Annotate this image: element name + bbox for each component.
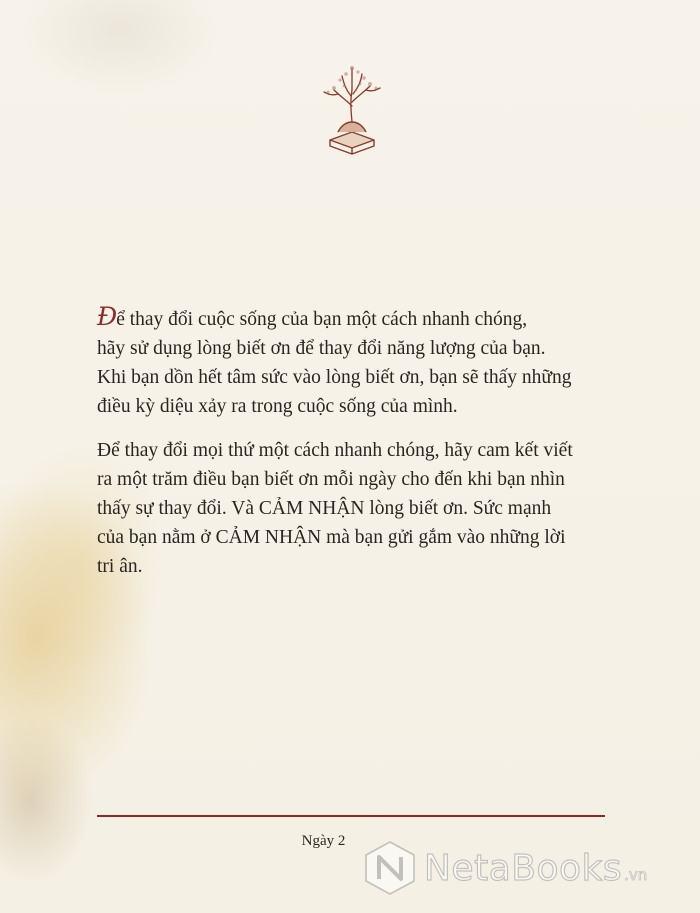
paragraph-2-line-3: thấy sự thay đổi. Và CẢM NHẬN lòng biết ơn. Sức mạnh xyxy=(97,498,552,519)
paragraph-1 xyxy=(97,302,617,421)
paragraph-1-line-1-text: ể thay đổi cuộc sống của bạn một cách nhanh chóng, xyxy=(116,309,528,330)
paragraph-2 xyxy=(97,436,617,581)
watermark-suffix: .vn xyxy=(624,866,648,884)
footer-rule xyxy=(97,815,605,817)
watermark-brand: NetaBooks xyxy=(424,847,623,889)
netabooks-logo-icon xyxy=(362,839,418,897)
paragraph-2-line-4: của bạn nằm ở CẢM NHẬN mà bạn gửi gắm vào những lời xyxy=(97,527,566,548)
watermark xyxy=(362,838,694,898)
paragraph-2-line-2: ra một trăm điều bạn biết ơn mỗi ngày cho đến khi bạn nhìn xyxy=(97,469,565,490)
paragraph-1-line-1 xyxy=(97,302,617,334)
tree-on-book-ornament-icon xyxy=(316,60,388,160)
dropcap: Đ xyxy=(97,302,117,331)
paragraph-2-line-5: tri ân. xyxy=(97,556,143,577)
paragraph-1-line-3: Khi bạn dồn hết tâm sức vào lòng biết ơn, bạn sẽ thấy những xyxy=(97,367,572,388)
paragraph-1-line-2: hãy sử dụng lòng biết ơn để thay đổi năng lượng của bạn. xyxy=(97,338,546,359)
paragraph-1-line-4: điều kỳ diệu xảy ra trong cuộc sống của mình. xyxy=(97,396,458,417)
page-day-label: Ngày 2 xyxy=(301,833,346,849)
paragraph-2-line-1: Để thay đổi mọi thứ một cách nhanh chóng, hãy cam kết viết xyxy=(97,440,573,461)
